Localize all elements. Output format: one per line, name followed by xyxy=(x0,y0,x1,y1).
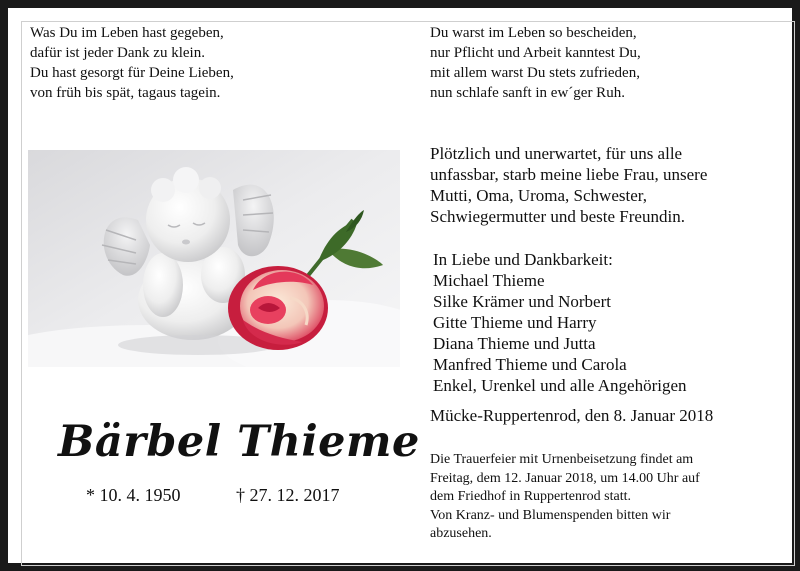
poem-right-line: Du warst im Leben so bescheiden, xyxy=(430,25,637,41)
mourner-name: Enkel, Urenkel und alle Angehörigen xyxy=(433,376,687,395)
poem-left-line: dafür ist jeder Dank zu klein. xyxy=(30,45,205,61)
birth-date: * 10. 4. 1950 xyxy=(86,485,181,505)
poem-left xyxy=(30,23,234,103)
funeral-line: Von Kranz- und Blumenspenden bitten wir xyxy=(430,507,671,523)
poem-right-line: nur Pflicht und Arbeit kanntest Du, xyxy=(430,45,641,61)
mourner-name: Gitte Thieme und Harry xyxy=(433,313,597,332)
mourner-name: Silke Krämer und Norbert xyxy=(433,292,611,311)
mourner-name: Manfred Thieme und Carola xyxy=(433,355,627,374)
funeral-notice xyxy=(430,451,700,544)
mourner-name: Michael Thieme xyxy=(433,271,545,290)
poem-right xyxy=(430,23,641,103)
announcement-line: unfassbar, starb meine liebe Frau, unsere xyxy=(430,165,708,184)
mourner-name: Diana Thieme und Jutta xyxy=(433,334,596,353)
poem-right-line: nun schlafe sanft in ew´ger Ruh. xyxy=(430,85,625,101)
death-date: † 27. 12. 2017 xyxy=(236,485,340,505)
poem-left-line: Was Du im Leben hast gegeben, xyxy=(30,25,224,41)
announcement-line: Plötzlich und unerwartet, für uns alle xyxy=(430,144,683,163)
poem-right-line: mit allem warst Du stets zufrieden, xyxy=(430,65,640,81)
poem-left-line: Du hast gesorgt für Deine Lieben, xyxy=(30,65,234,81)
poem-left-line: von früh bis spät, tagaus tagein. xyxy=(30,85,221,101)
place-date: Mücke-Ruppertenrod, den 8. Januar 2018 xyxy=(430,406,714,425)
death-announcement xyxy=(430,143,707,227)
announcement-line: Schwiegermutter und beste Freundin. xyxy=(430,207,685,226)
funeral-line: abzusehen. xyxy=(430,526,492,541)
funeral-line: Freitag, dem 12. Januar 2018, um 14.00 Uhr auf xyxy=(430,470,700,486)
mourners-list xyxy=(433,249,687,396)
funeral-line: dem Friedhof in Ruppertenrod statt. xyxy=(430,489,632,504)
announcement-line: Mutti, Oma, Uroma, Schwester, xyxy=(430,186,647,205)
deceased-name: Bärbel Thieme xyxy=(58,417,420,467)
mourners-heading: In Liebe und Dankbarkeit: xyxy=(433,250,613,269)
angel-rose-photo xyxy=(28,150,400,367)
funeral-line: Die Trauerfeier mit Urnenbeisetzung findet am xyxy=(430,452,694,467)
